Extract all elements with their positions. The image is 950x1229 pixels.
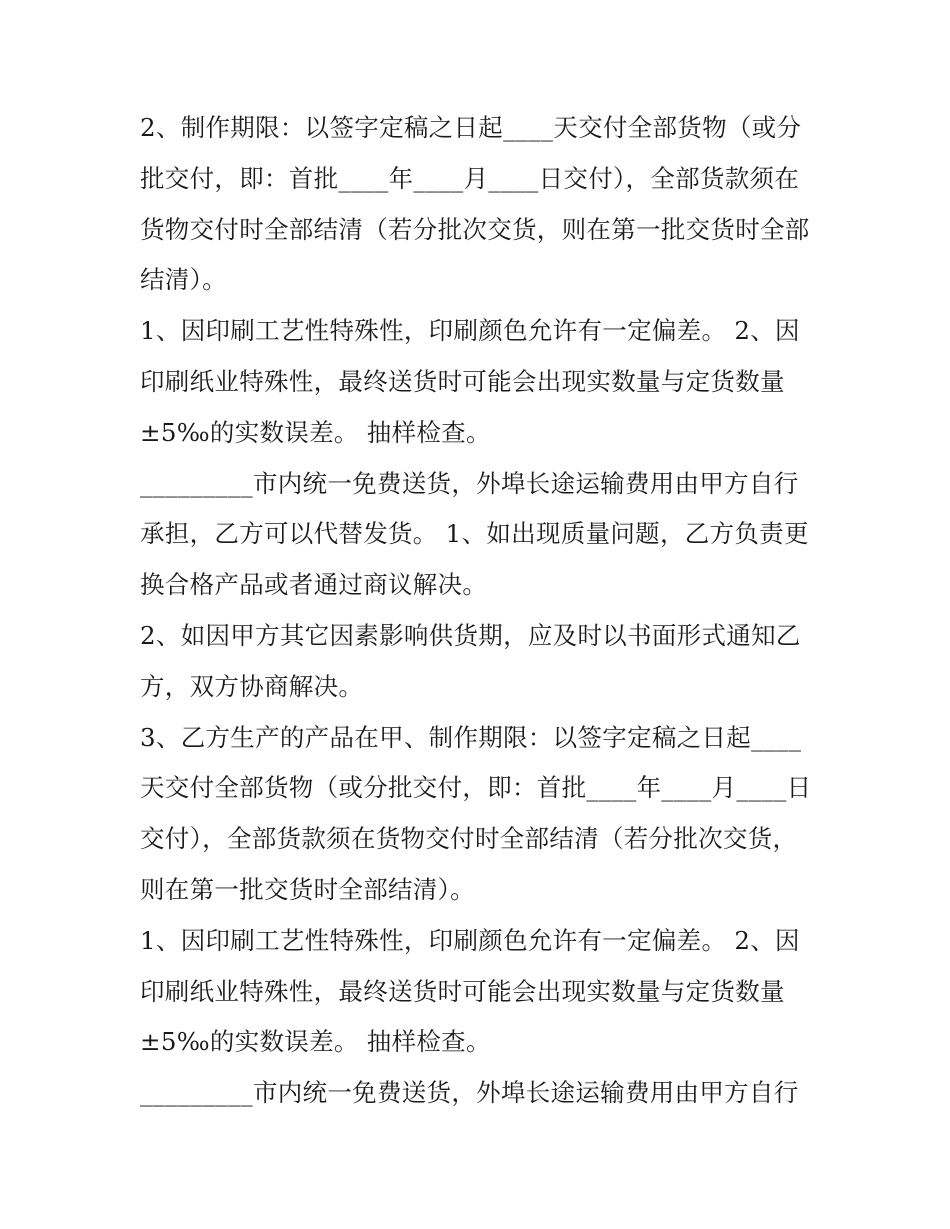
text-line: 结清）。 [140, 265, 227, 295]
text-line: 方，双方协商解决。 [140, 671, 364, 701]
text-line: _________市内统一免费送货，外埠长途运输费用由甲方自行 [140, 1078, 799, 1108]
text-line: ±5‰的实数误差。 抽样检查。 [140, 417, 491, 447]
text-line: ±5‰的实数误差。 抽样检查。 [140, 1027, 491, 1057]
text-line: 印刷纸业特殊性，最终送货时可能会出现实数量与定货数量 [140, 976, 785, 1006]
text-line: 则在第一批交货时全部结清）。 [140, 874, 475, 904]
text-line: _________市内统一免费送货，外埠长途运输费用由甲方自行 [140, 468, 799, 498]
text-line: 1、因印刷工艺性特殊性，印刷颜色允许有一定偏差。 2、因 [140, 925, 800, 955]
text-line: 1、因印刷工艺性特殊性，印刷颜色允许有一定偏差。 2、因 [140, 316, 800, 346]
text-line: 交付），全部货款须在货物交付时全部结清（若分批次交货， [140, 824, 798, 854]
text-line: 2、制作期限：以签字定稿之日起____天交付全部货物（或分 [140, 113, 802, 142]
text-line: 3、乙方生产的产品在甲、制作期限：以签字定稿之日起____ [140, 722, 802, 752]
document-body [140, 103, 820, 1119]
text-line: 换合格产品或者通过商议解决。 [140, 570, 488, 600]
text-line: 货物交付时全部结清（若分批次交货，则在第一批交货时全部 [140, 214, 810, 244]
text-line: 承担，乙方可以代替发货。 1、如出现质量问题，乙方负责更 [140, 519, 809, 549]
text-line: 印刷纸业特殊性，最终送货时可能会出现实数量与定货数量 [140, 366, 785, 396]
text-line: 2、如因甲方其它因素影响供货期，应及时以书面形式通知乙 [140, 620, 801, 650]
text-line: 批交付，即：首批____年____月____日交付），全部货款须在 [140, 163, 800, 193]
text-line: 天交付全部货物（或分批交付，即：首批____年____月____日 [140, 773, 812, 803]
